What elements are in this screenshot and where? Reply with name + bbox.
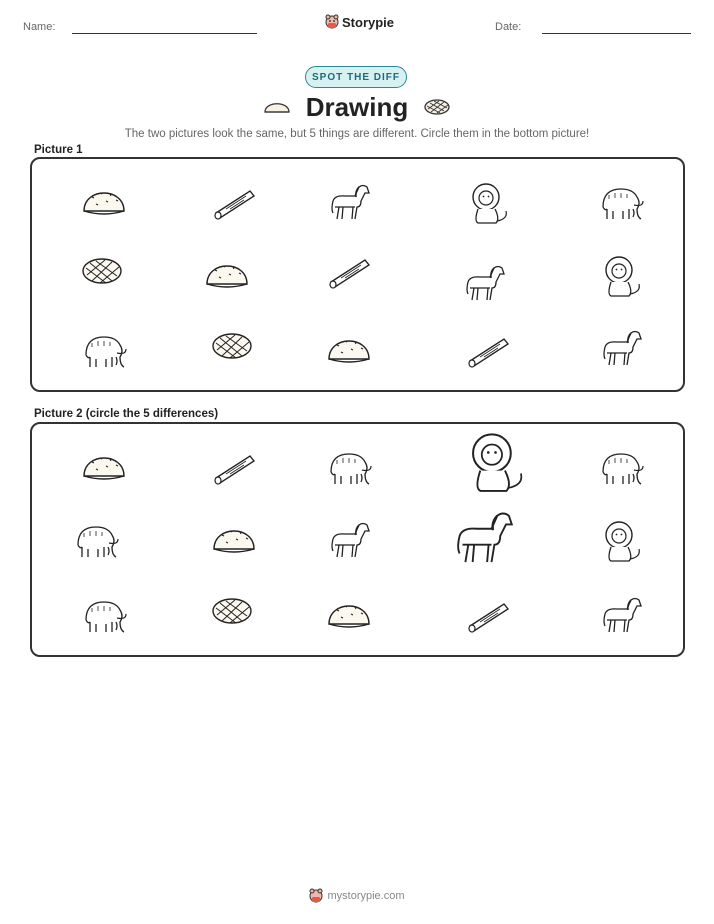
brand-logo xyxy=(325,14,394,30)
lion-icon[interactable] xyxy=(464,181,512,232)
stick-icon[interactable] xyxy=(464,594,512,639)
horse-icon[interactable] xyxy=(448,507,518,578)
stick-icon[interactable] xyxy=(210,181,258,226)
mammoth-icon[interactable] xyxy=(597,446,647,495)
footer-url[interactable]: mystorypie.com xyxy=(327,890,405,902)
storypie-mascot-icon xyxy=(309,888,323,904)
bread-icon[interactable] xyxy=(325,594,373,639)
date-line[interactable] xyxy=(542,33,691,34)
mammoth-icon[interactable] xyxy=(597,181,647,230)
meat-icon[interactable] xyxy=(210,329,254,368)
name-label: Name: xyxy=(23,21,56,33)
picture1-frame[interactable] xyxy=(30,157,685,392)
bread-icon[interactable] xyxy=(80,181,128,226)
horse-icon[interactable] xyxy=(597,327,645,376)
lion-icon[interactable] xyxy=(597,254,645,305)
stick-icon[interactable] xyxy=(325,250,373,295)
bread-icon[interactable] xyxy=(325,329,373,374)
mammoth-icon[interactable] xyxy=(72,519,122,568)
picture2-label: Picture 2 (circle the 5 differences) xyxy=(34,408,219,420)
horse-icon[interactable] xyxy=(597,594,645,643)
picture1-label: Picture 1 xyxy=(34,144,83,156)
brand-name: Storypie xyxy=(342,14,395,30)
horse-icon[interactable] xyxy=(460,262,508,311)
horse-icon[interactable] xyxy=(325,519,373,568)
bread-icon[interactable] xyxy=(80,446,128,491)
instructions: The two pictures look the same, but 5 things are different. Circle them in the bottom picture! xyxy=(124,128,590,140)
page-title: Drawing xyxy=(305,92,409,122)
mammoth-icon[interactable] xyxy=(325,446,375,495)
footer xyxy=(0,888,714,904)
bread-icon[interactable] xyxy=(210,519,258,564)
date-label: Date: xyxy=(495,21,522,33)
lion-icon[interactable] xyxy=(460,430,530,504)
lion-icon[interactable] xyxy=(597,519,645,570)
bread-icon[interactable] xyxy=(203,254,251,299)
picture2-frame[interactable] xyxy=(30,422,685,657)
meat-icon[interactable] xyxy=(80,254,124,293)
meat-icon xyxy=(423,97,451,117)
stick-icon[interactable] xyxy=(464,329,512,374)
mammoth-icon[interactable] xyxy=(80,594,130,643)
meat-icon[interactable] xyxy=(210,594,254,633)
mammoth-icon[interactable] xyxy=(80,329,130,378)
spot-the-diff-badge: SPOT THE DIFF xyxy=(305,66,407,88)
stick-icon[interactable] xyxy=(210,446,258,491)
name-line[interactable] xyxy=(72,33,257,34)
horse-icon[interactable] xyxy=(325,181,373,230)
storypie-mascot-icon xyxy=(325,14,339,30)
